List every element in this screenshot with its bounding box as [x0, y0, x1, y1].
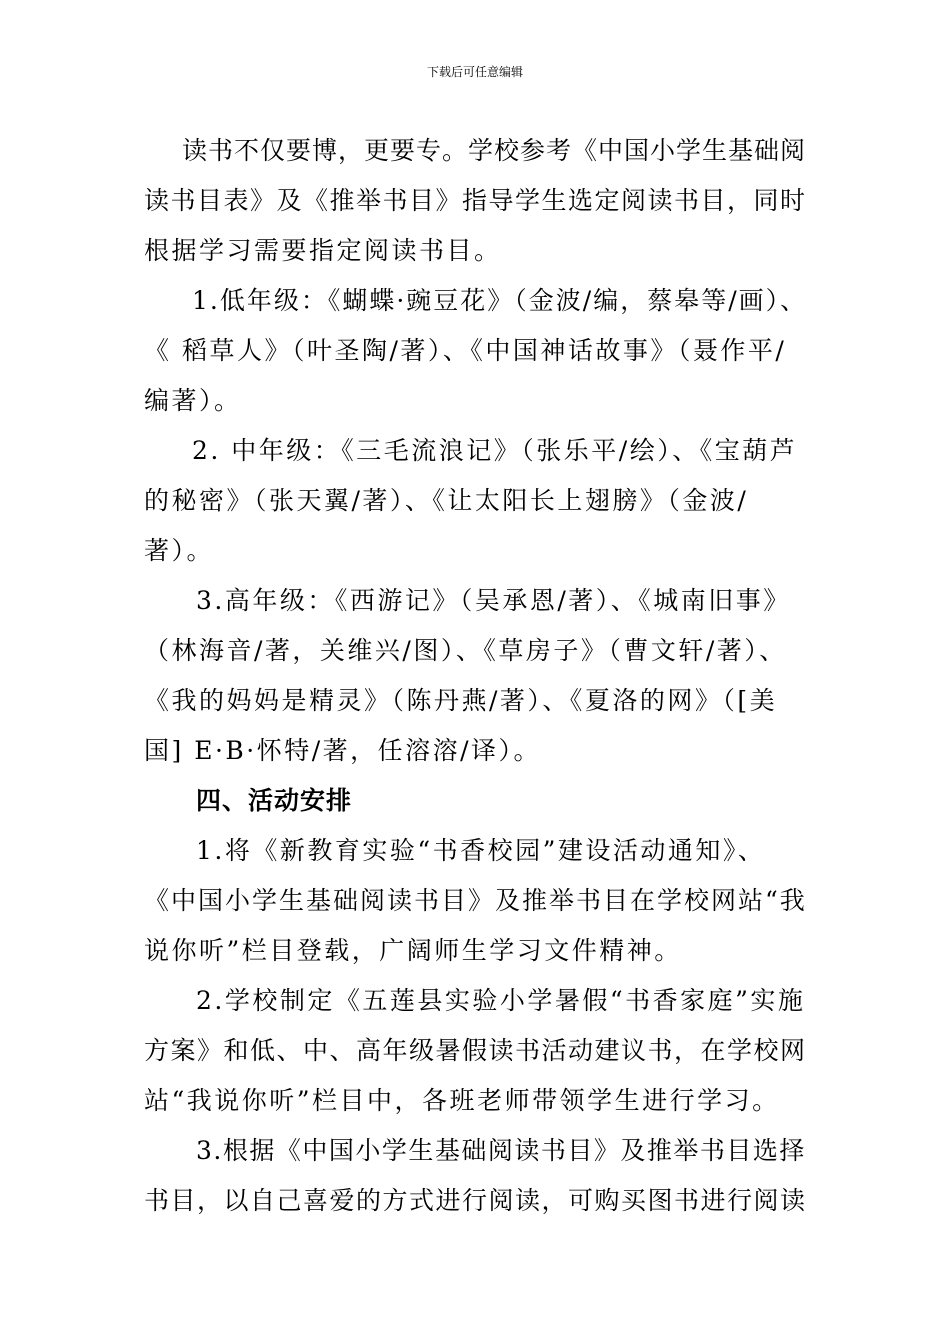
paragraph-line: 书目，以自己喜爱的方式进行阅读，可购买图书进行阅读	[144, 1186, 807, 1215]
paragraph-line: 读书目表》及《推举书目》指导学生选定阅读书目，同时	[144, 186, 807, 215]
paragraph-line: 1.低年级：《蝴蝶·豌豆花》（金波/编，蔡皋等/画）、	[192, 286, 808, 315]
paragraph-line: （林海音/著，关维兴/图）、《草房子》（曹文轩/著）、	[144, 636, 787, 665]
paragraph-line: 说你听”栏目登载，广阔师生学习文件精神。	[144, 936, 682, 965]
paragraph-line: 3.根据《中国小学生基础阅读书目》及推举书目选择	[196, 1136, 806, 1165]
paragraph-line: 《 稻草人》（叶圣陶/著）、《中国神话故事》（聂作平/	[144, 336, 787, 365]
paragraph-line: 根据学习需要指定阅读书目。	[144, 236, 502, 265]
paragraph-line: 1.将《新教育实验“书香校园”建设活动通知》、	[196, 836, 766, 865]
paragraph-line: 编著）。	[144, 386, 242, 415]
paragraph-line: 方案》和低、中、高年级暑假读书活动建议书，在学校网	[144, 1036, 807, 1065]
section-heading: 四、活动安排	[196, 786, 353, 815]
paragraph-line: 的秘密》（张天翼/著）、《让太阳长上翅膀》（金波/	[144, 486, 749, 515]
page-header: 下载后可任意编辑	[426, 65, 523, 79]
paragraph-line: 读书不仅要博，更要专。学校参考《中国小学生基础阅	[182, 136, 807, 165]
paragraph-line: 2. 中年级：《三毛流浪记》（张乐平/绘）、《宝葫芦	[192, 436, 798, 465]
paragraph-line: 国] E·B·怀特/著，任溶溶/译）。	[144, 736, 542, 765]
paragraph-line: 《中国小学生基础阅读书目》及推举书目在学校网站“我	[144, 886, 807, 915]
paragraph-line: 2.学校制定《五莲县实验小学暑假“书香家庭”实施	[196, 986, 806, 1015]
paragraph-line: 3.高年级：《西游记》（吴承恩/著）、《城南旧事》	[196, 586, 791, 615]
paragraph-line: 《我的妈妈是精灵》（陈丹燕/著）、《夏洛的网》（[美	[144, 686, 778, 715]
paragraph-line: 著）。	[144, 536, 215, 565]
body-text	[144, 126, 809, 1226]
paragraph-line: 站“我说你听”栏目中，各班老师带领学生进行学习。	[144, 1086, 780, 1115]
